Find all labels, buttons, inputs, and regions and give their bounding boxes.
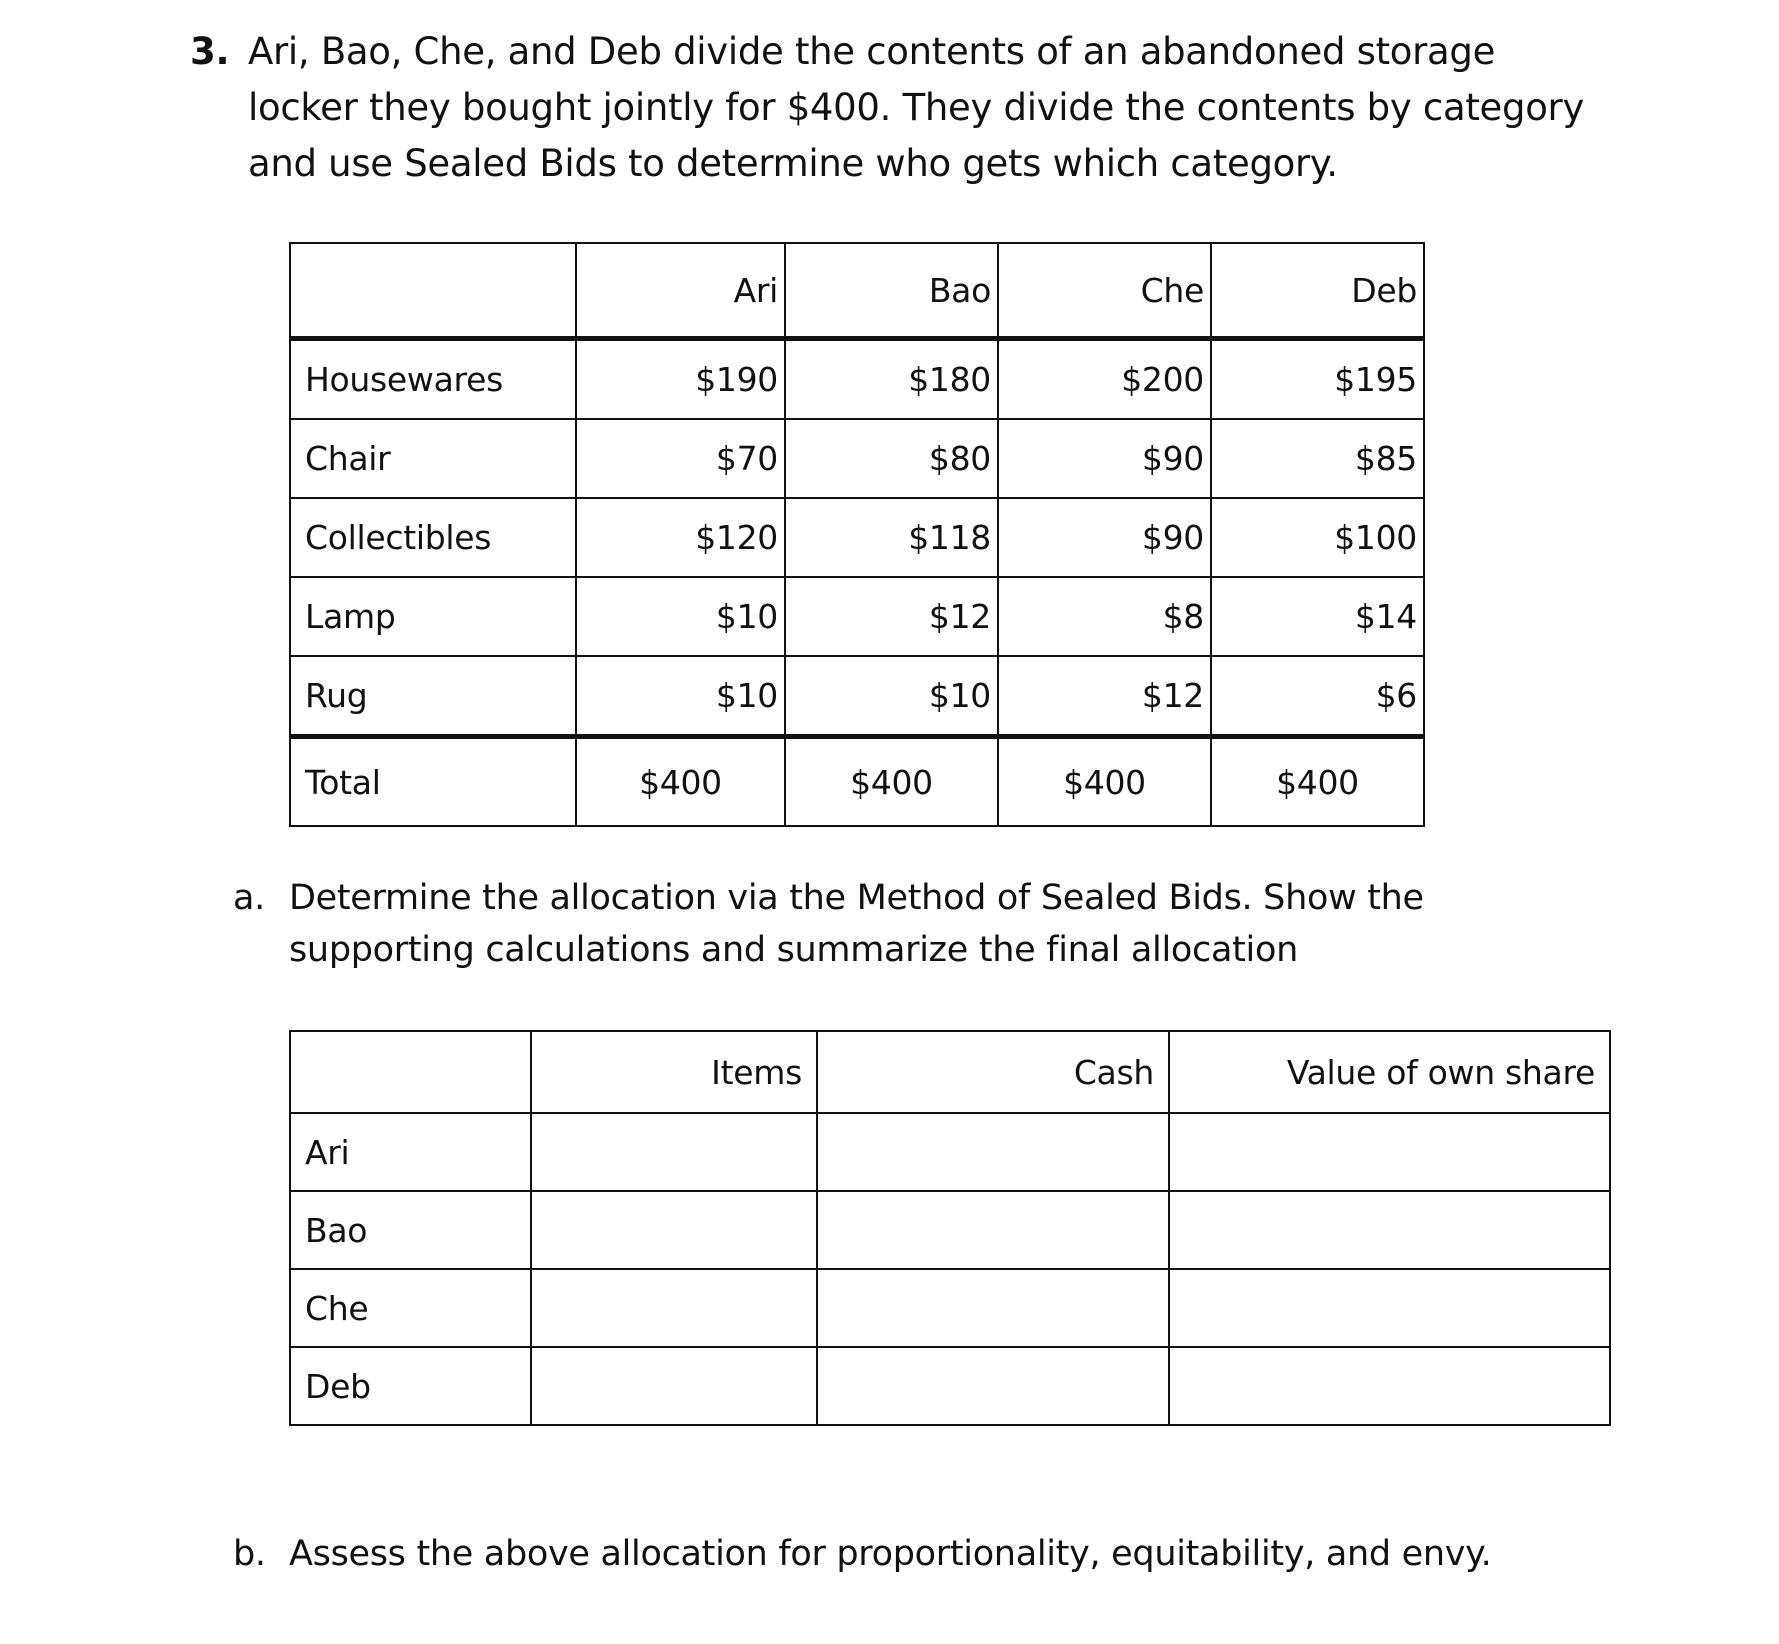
part-b-question bbox=[233, 1528, 1491, 1580]
bid-cell: $6 bbox=[1211, 656, 1424, 737]
cash-answer-cell[interactable] bbox=[817, 1191, 1169, 1269]
items-answer-cell[interactable] bbox=[531, 1269, 817, 1347]
sealed-bids-table bbox=[289, 242, 1425, 827]
header-cell-blank bbox=[290, 243, 576, 339]
person-label: Che bbox=[290, 1269, 531, 1347]
bid-cell: $100 bbox=[1211, 498, 1424, 577]
bid-cell: $180 bbox=[785, 339, 998, 420]
cash-answer-cell[interactable] bbox=[817, 1269, 1169, 1347]
table-row bbox=[290, 656, 1424, 737]
bid-cell: $195 bbox=[1211, 339, 1424, 420]
value-answer-cell[interactable] bbox=[1169, 1269, 1610, 1347]
bid-cell: $190 bbox=[576, 339, 785, 420]
item-label: Rug bbox=[290, 656, 576, 737]
table-row bbox=[290, 1113, 1610, 1191]
bid-cell: $10 bbox=[576, 656, 785, 737]
value-answer-cell[interactable] bbox=[1169, 1113, 1610, 1191]
header-cell-value-own-share: Value of own share bbox=[1169, 1031, 1610, 1113]
header-cell-items: Items bbox=[531, 1031, 817, 1113]
bid-cell: $80 bbox=[785, 419, 998, 498]
header-cell-blank bbox=[290, 1031, 531, 1113]
person-label: Deb bbox=[290, 1347, 531, 1425]
bid-cell: $200 bbox=[998, 339, 1211, 420]
cash-answer-cell[interactable] bbox=[817, 1113, 1169, 1191]
person-label: Ari bbox=[290, 1113, 531, 1191]
cash-answer-cell[interactable] bbox=[817, 1347, 1169, 1425]
allocation-table bbox=[289, 1030, 1611, 1426]
total-cell: $400 bbox=[1211, 737, 1424, 827]
value-answer-cell[interactable] bbox=[1169, 1191, 1610, 1269]
allocation-header-row bbox=[290, 1031, 1610, 1113]
header-cell-ari: Ari bbox=[576, 243, 785, 339]
bid-cell: $10 bbox=[576, 577, 785, 656]
item-label: Housewares bbox=[290, 339, 576, 420]
total-cell: $400 bbox=[576, 737, 785, 827]
item-label: Chair bbox=[290, 419, 576, 498]
header-cell-cash: Cash bbox=[817, 1031, 1169, 1113]
total-label: Total bbox=[290, 737, 576, 827]
part-a-question bbox=[233, 872, 1489, 976]
bid-cell: $14 bbox=[1211, 577, 1424, 656]
problem-number: 3. bbox=[190, 30, 230, 73]
bid-cell: $90 bbox=[998, 419, 1211, 498]
part-b-letter: b. bbox=[233, 1534, 266, 1574]
bid-cell: $120 bbox=[576, 498, 785, 577]
header-cell-bao: Bao bbox=[785, 243, 998, 339]
bid-cell: $90 bbox=[998, 498, 1211, 577]
total-row bbox=[290, 737, 1424, 827]
bid-cell: $70 bbox=[576, 419, 785, 498]
person-label: Bao bbox=[290, 1191, 531, 1269]
part-a-letter: a. bbox=[233, 878, 265, 918]
table-row bbox=[290, 1269, 1610, 1347]
part-a-text: Determine the allocation via the Method of Sealed Bids. Show the supporting calculations and summarize the final allocation bbox=[289, 878, 1424, 970]
bid-cell: $8 bbox=[998, 577, 1211, 656]
part-b-text: Assess the above allocation for proportionality, equitability, and envy. bbox=[289, 1534, 1492, 1574]
bid-cell: $118 bbox=[785, 498, 998, 577]
value-answer-cell[interactable] bbox=[1169, 1347, 1610, 1425]
header-cell-che: Che bbox=[998, 243, 1211, 339]
table-row bbox=[290, 1191, 1610, 1269]
bid-cell: $12 bbox=[998, 656, 1211, 737]
total-cell: $400 bbox=[998, 737, 1211, 827]
table-row bbox=[290, 1347, 1610, 1425]
items-answer-cell[interactable] bbox=[531, 1191, 817, 1269]
problem-text: Ari, Bao, Che, and Deb divide the contents of an abandoned storage locker they bought jointly for $400. They divide the contents by category and use Sealed Bids to determine who gets which category. bbox=[248, 30, 1585, 185]
table-row bbox=[290, 419, 1424, 498]
header-cell-deb: Deb bbox=[1211, 243, 1424, 339]
bids-header-row bbox=[290, 243, 1424, 339]
item-label: Collectibles bbox=[290, 498, 576, 577]
items-answer-cell[interactable] bbox=[531, 1113, 817, 1191]
table-row bbox=[290, 498, 1424, 577]
bid-cell: $85 bbox=[1211, 419, 1424, 498]
bid-cell: $12 bbox=[785, 577, 998, 656]
table-row bbox=[290, 339, 1424, 420]
item-label: Lamp bbox=[290, 577, 576, 656]
items-answer-cell[interactable] bbox=[531, 1347, 817, 1425]
problem-statement bbox=[190, 24, 1590, 192]
bid-cell: $10 bbox=[785, 656, 998, 737]
total-cell: $400 bbox=[785, 737, 998, 827]
table-row bbox=[290, 577, 1424, 656]
